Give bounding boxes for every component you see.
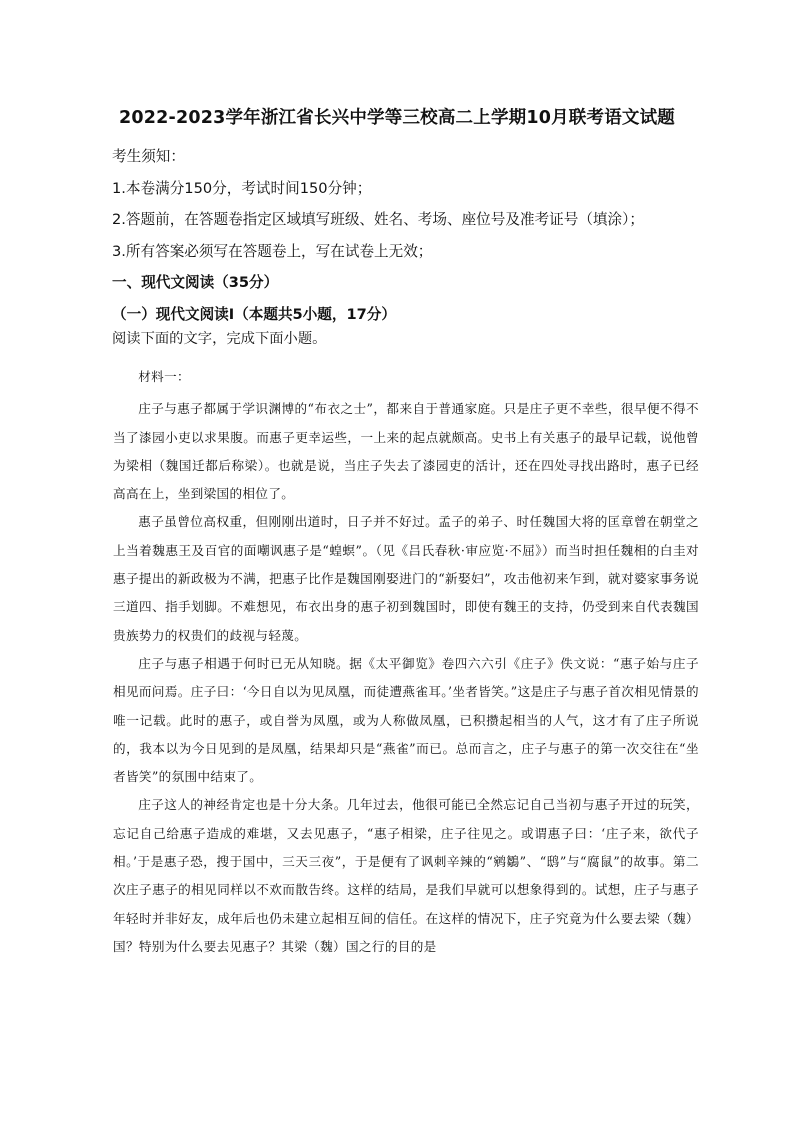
- material-paragraph: 庄子与惠子相遇于何时已无从知晓。据《太平御览》卷四六六引《庄子》佚文说：“惠子始与庄子相见而问焉。庄子曰：‘今日自以为见凤凰，而徒遭燕雀耳。’坐者皆笑。”这是庄子与惠子首次相见情景的唯一记载。此时的惠子，或自誉为凤凰，或为人称做凤凰，已积攒起相当的人气，这才有了庄子所说的，我本以为今日见到的是凤凰，结果却只是“燕雀”而已。总而言之，庄子与惠子的第一次交往在“坐者皆笑”的氛围中结束了。: [113, 655, 699, 785]
- material-label: 材料一：: [138, 369, 190, 384]
- notice-item: 3.所有答案必须写在答题卷上，写在试卷上无效；: [112, 242, 433, 260]
- section-heading: 一、现代文阅读（35分）: [112, 274, 279, 291]
- material-paragraph: 庄子这人的神经肯定也是十分大条。几年过去，他很可能已全然忘记自己当初与惠子开过的玩笑，忘记自己给惠子造成的难堪，又去见惠子，“惠子相梁，庄子往见之。或谓惠子曰：‘庄子来，欲代子相。’于是惠子恐，搜于国中，三天三夜”，于是便有了讽刺辛辣的“鹓鶵”、“鸱”与“腐鼠”的故事。第二次庄子惠子的相见同样以不欢而散告终。这样的结局，是我们早就可以想象得到的。试想，庄子与惠子年轻时并非好友，成年后也仍未建立起相互间的信任。在这样的情况下，庄子究竟为什么要去梁（魏）国？特别为什么要去见惠子？其梁（魏）国之行的目的是: [113, 797, 699, 954]
- material-paragraph: 惠子虽曾位高权重，但刚刚出道时，日子并不好过。孟子的弟子、时任魏国大将的匡章曾在朝堂之上当着魏惠王及百官的面嘲讽惠子是“蝗螟”。（见《吕氏春秋·审应览·不屈》）而当时担任魏相的白圭对惠子提出的新政极为不满，把惠子比作是魏国刚娶进门的“新娶妇”，攻击他初来乍到，就对婆家事务说三道四、指手划脚。不难想见，布衣出身的惠子初到魏国时，即使有魏王的支持，仍受到来自代表魏国贵族势力的权贵们的歧视与轻蔑。: [113, 514, 699, 643]
- exam-notice: [112, 141, 712, 330]
- material-paragraph: 庄子与惠子都属于学识渊博的“布衣之士”，都来自于普通家庭。只是庄子更不幸些，很早便不得不当了漆园小吏以求果腹。而惠子更幸运些，一上来的起点就颇高。史书上有关惠子的最早记载，说他曾为梁相（魏国迁都后称梁）。也就是说，当庄子失去了漆园吏的活计，还在四处寻找出路时，惠子已经高高在上，坐到梁国的相位了。: [113, 401, 699, 502]
- notice-item: 2.答题前，在答题卷指定区域填写班级、姓名、考场、座位号及准考证号（填涂）；: [112, 211, 645, 228]
- reading-instruction: 阅读下面的文字，完成下面小题。: [112, 331, 327, 347]
- page-title: 2022-2023学年浙江省长兴中学等三校高二上学期10月联考语文试题: [118, 108, 676, 128]
- notice-item: 1.本卷满分150分，考试时间150分钟；: [112, 179, 372, 197]
- notice-heading: 考生须知：: [112, 148, 185, 165]
- reading-material: [113, 363, 699, 961]
- subsection-heading: （一）现代文阅读Ⅰ（本题共5小题，17分）: [112, 305, 396, 323]
